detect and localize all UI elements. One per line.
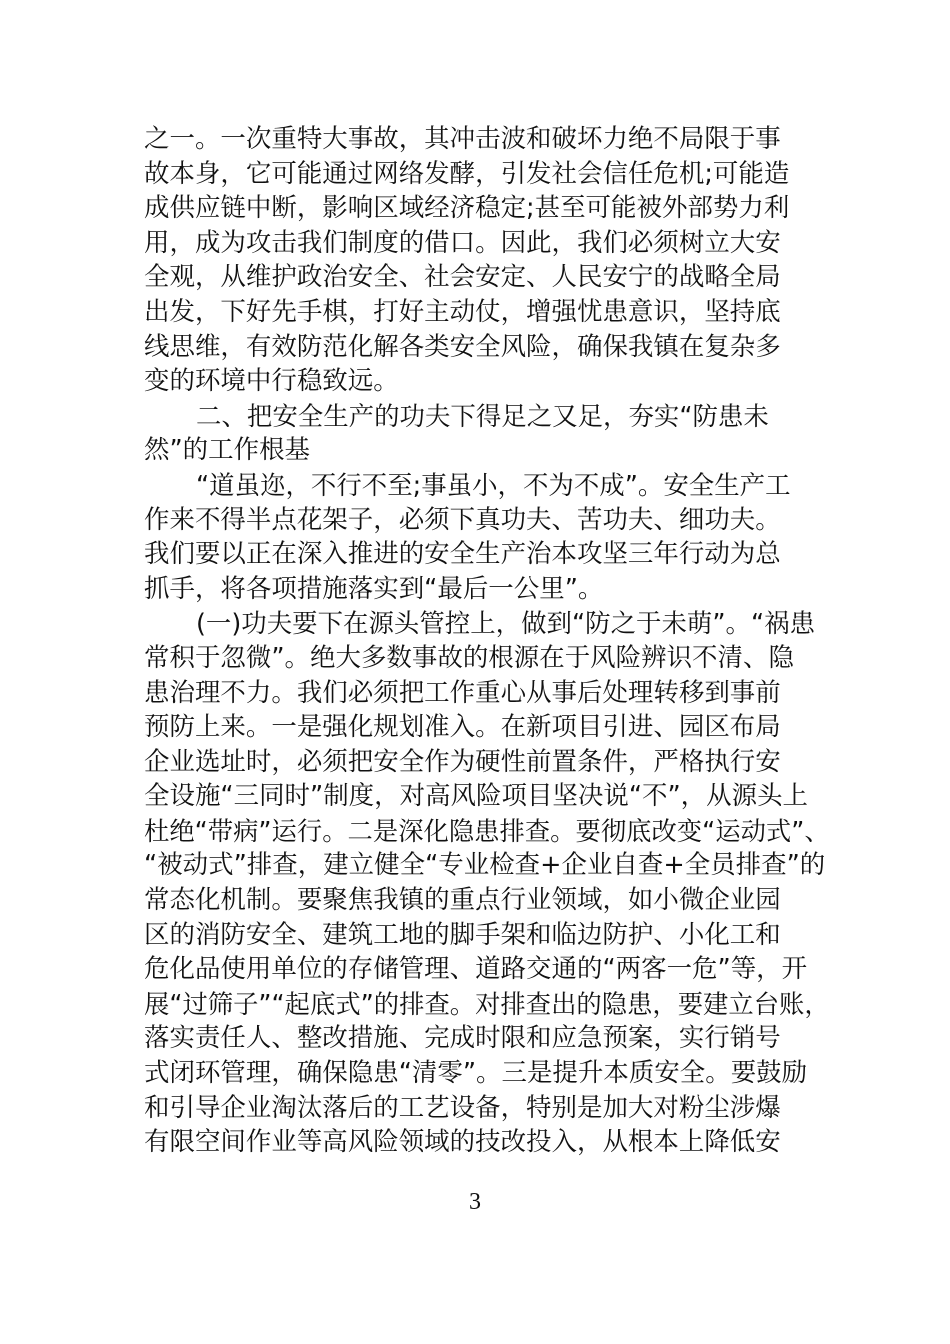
text-line: 我们要以正在深入推进的安全生产治本攻坚三年行动为总 — [144, 539, 781, 570]
text-line: 用，成为攻击我们制度的借口。因此，我们必须树立大安 — [144, 227, 781, 258]
text-line: 作来不得半点花架子，必须下真功夫、苦功夫、细功夫。 — [144, 504, 781, 535]
text-line: 企业选址时，必须把安全作为硬性前置条件，严格执行安 — [144, 746, 781, 777]
page-number: 3 — [469, 1189, 481, 1215]
text-line: 二、把安全生产的功夫下得足之又足，夯实“防患未 — [196, 400, 769, 431]
text-line: 全设施“三同时”制度，对高风险项目坚决说“不”，从源头上 — [144, 781, 809, 812]
text-line: 全观，从维护政治安全、社会安定、人民安宁的战略全局 — [144, 262, 781, 293]
text-line: 成供应链中断，影响区域经济稳定;甚至可能被外部势力利 — [144, 193, 790, 224]
body-text — [144, 122, 844, 1160]
text-line: 危化品使用单位的存储管理、道路交通的“两客一危”等，开 — [144, 954, 808, 985]
text-line: 有限空间作业等高风险领域的技改投入，从根本上降低安 — [144, 1127, 781, 1158]
text-line: 杜绝“带病”运行。二是深化隐患排查。要彻底改变“运动式”、 — [144, 815, 830, 846]
text-line: 患治理不力。我们必须把工作重心从事后处理转移到事前 — [144, 677, 781, 708]
text-line: 式闭环管理，确保隐患“清零”。三是提升本质安全。要鼓励 — [144, 1058, 808, 1089]
text-line: 之一。一次重特大事故，其冲击波和破坏力绝不局限于事 — [144, 124, 781, 154]
text-line: 然”的工作根基 — [144, 435, 311, 466]
text-line: 出发，下好先手棋，打好主动仗，增强忧患意识，坚持底 — [144, 296, 781, 327]
text-line: “道虽迩，不行不至;事虽小，不为不成”。安全生产工 — [196, 469, 791, 500]
text-line: 预防上来。一是强化规划准入。在新项目引进、园区布局 — [144, 712, 781, 743]
text-line: (一)功夫要下在源头管控上，做到“防之于未萌”。“祸患 — [196, 608, 816, 639]
text-line: 区的消防安全、建筑工地的脚手架和临边防护、小化工和 — [144, 919, 781, 950]
text-line: 变的环境中行稳致远。 — [144, 366, 399, 397]
text-line: 和引导企业淘汰落后的工艺设备，特别是加大对粉尘涉爆 — [144, 1092, 781, 1123]
text-line: 线思维，有效防范化解各类安全风险，确保我镇在复杂多 — [144, 331, 781, 362]
text-line: 故本身，它可能通过网络发酵，引发社会信任危机;可能造 — [144, 158, 790, 189]
text-line: 常积于忽微”。绝大多数事故的根源在于风险辨识不清、隐 — [144, 642, 794, 673]
text-line: 常态化机制。要聚焦我镇的重点行业领域，如小微企业园 — [144, 885, 781, 916]
text-line: “被动式”排查，建立健全“专业检查+企业自查+全员排查”的 — [144, 850, 826, 881]
text-line: 抓手，将各项措施落实到“最后一公里”。 — [144, 573, 604, 604]
text-line: 展“过筛子”“起底式”的排查。对排查出的隐患，要建立台账， — [144, 988, 830, 1019]
text-line: 落实责任人、整改措施、完成时限和应急预案，实行销号 — [144, 1023, 781, 1054]
